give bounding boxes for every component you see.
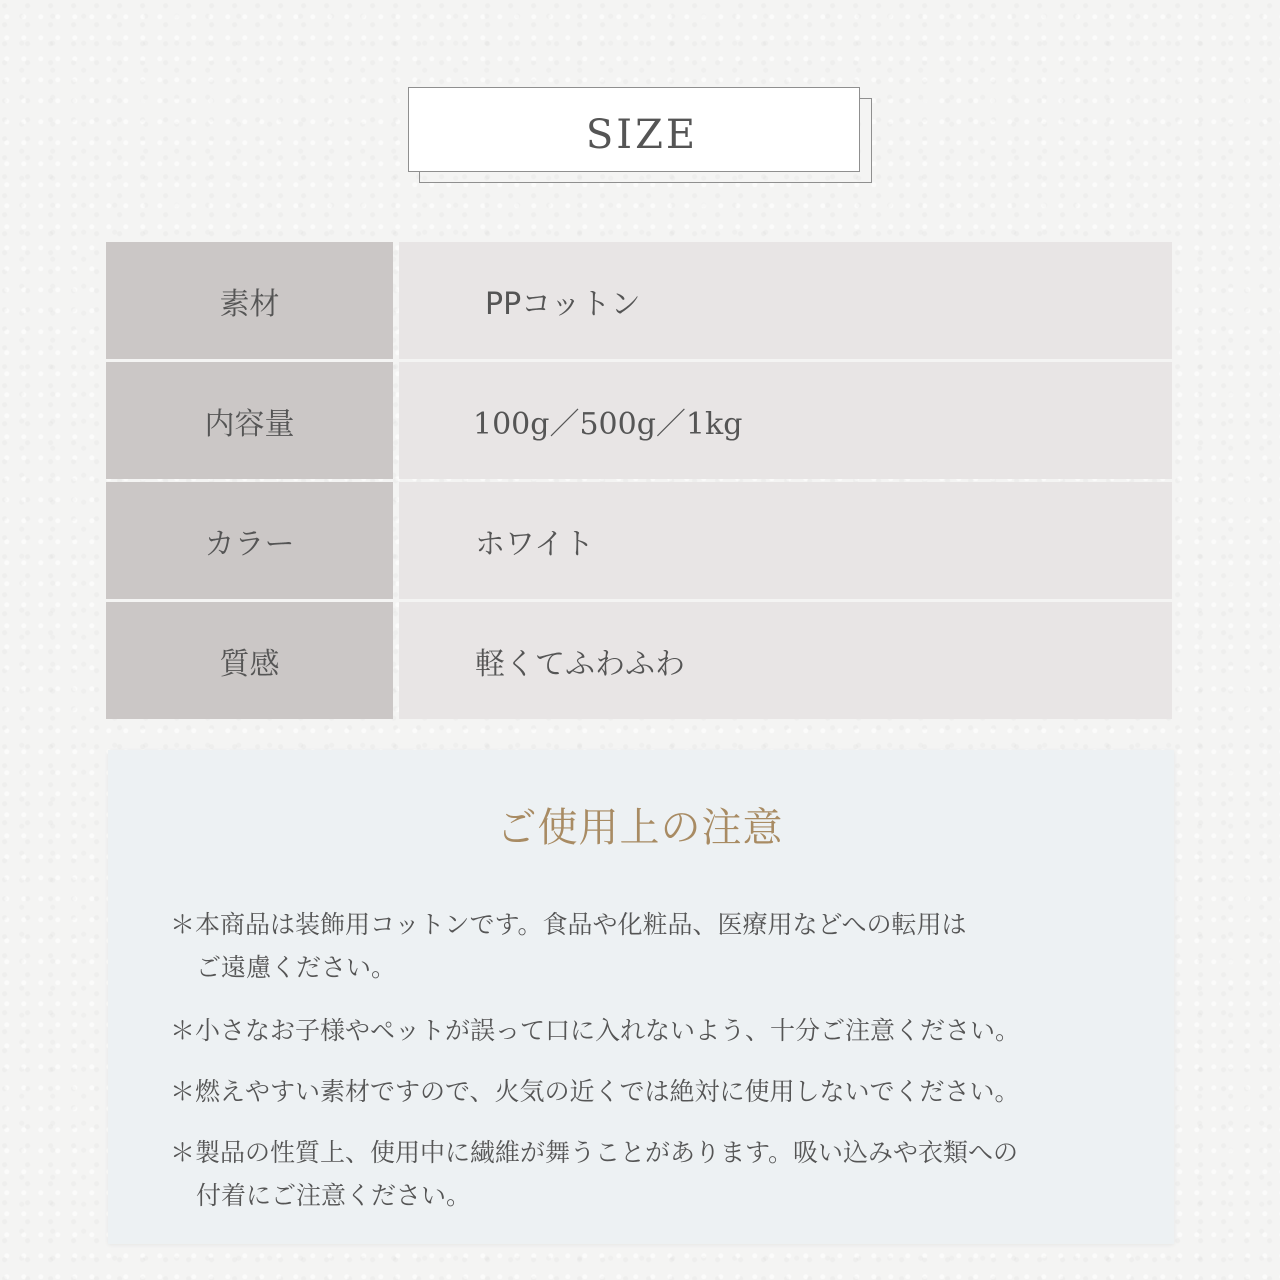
notice-item: [170, 1070, 1020, 1113]
page-title: SIZE: [585, 112, 699, 158]
notice-item: [170, 1131, 1018, 1217]
spec-row-material: [106, 242, 1172, 359]
spec-value-cell: [399, 362, 1172, 479]
notice-item-line: ＊本商品は装飾用コットンです。食品や化粧品、医療用などへの転用は: [170, 910, 967, 939]
spec-label: カラー: [106, 482, 393, 599]
notice-item-line: ＊小さなお子様やペットが誤って口に入れないよう、十分ご注意ください。: [170, 1016, 1021, 1045]
notice-item: [170, 1009, 1020, 1052]
spec-value-cell: [399, 602, 1172, 719]
spec-value: 軽くてふわふわ: [475, 646, 685, 682]
spec-row-texture: [106, 602, 1172, 719]
notice-item: [170, 903, 967, 989]
spec-row-color: [106, 482, 1172, 599]
spec-label: 素材: [106, 242, 393, 359]
spec-value-cell: [399, 242, 1172, 359]
notice-item-line: ＊燃えやすい素材ですので、火気の近くでは絶対に使用しないでください。: [170, 1077, 1020, 1106]
spec-value: PPコットン: [485, 286, 641, 322]
spec-label: 質感: [106, 602, 393, 719]
notice-item-line: ご遠慮ください。: [196, 953, 397, 982]
spec-label: 内容量: [106, 362, 393, 479]
notice-item-line: ＊製品の性質上、使用中に繊維が舞うことがあります。吸い込みや衣類への: [170, 1138, 1019, 1167]
spec-value-cell: [399, 482, 1172, 599]
spec-value: 100g／500g／1kg: [473, 406, 743, 442]
spec-value: ホワイト: [475, 526, 595, 562]
notice-item-line: 付着にご注意ください。: [196, 1181, 472, 1210]
spec-row-content-amount: [106, 362, 1172, 479]
notice-heading: ご使用上の注意: [496, 805, 784, 851]
